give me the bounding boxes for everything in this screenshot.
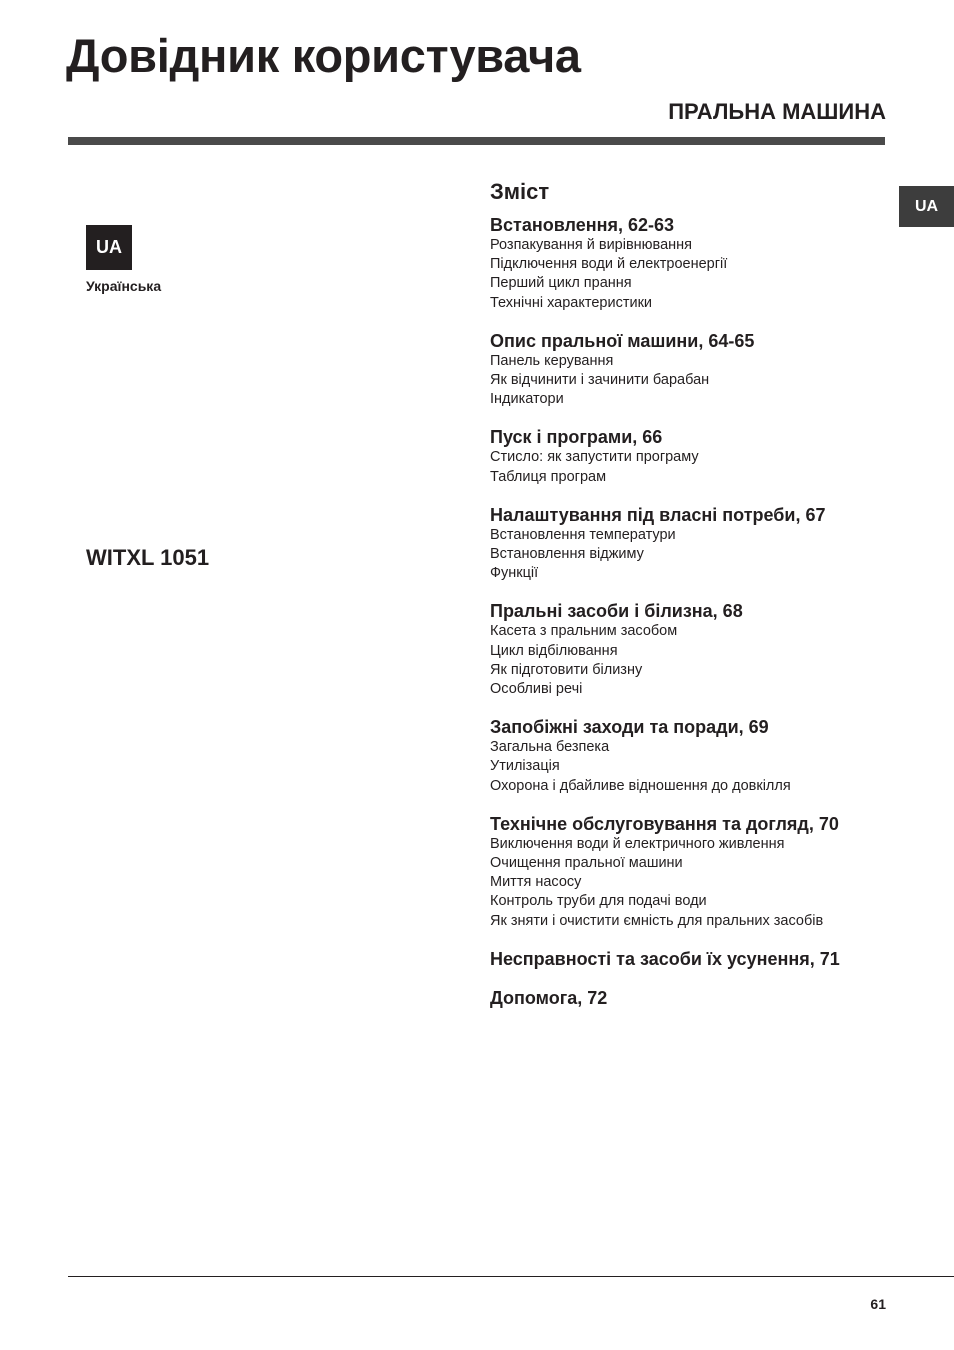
toc-item-list — [490, 352, 890, 410]
toc-item: Як відчинити і зачинити барабан — [490, 372, 710, 389]
toc-section-title: Опис пральної машини, 64-65 — [490, 330, 755, 351]
toc-item: Встановлення температури — [490, 526, 676, 543]
toc-section-title: Запобіжні заходи та поради, 69 — [490, 717, 769, 738]
toc-section — [490, 214, 890, 313]
toc-section — [490, 813, 890, 931]
toc-item-list — [490, 622, 890, 699]
header-divider — [68, 137, 885, 145]
toc-item: Функції — [490, 565, 539, 582]
language-name: Українська — [86, 278, 162, 294]
toc-sections — [490, 214, 890, 1009]
document-subtitle: ПРАЛЬНА МАШИНА — [668, 99, 886, 124]
toc-item-list — [490, 738, 890, 796]
language-badge: UA — [86, 225, 132, 270]
toc-section-title: Пральні засоби і білизна, 68 — [490, 601, 743, 622]
toc-section — [490, 330, 890, 410]
toc-item: Загальна безпека — [490, 739, 610, 756]
toc-item: Технічні характеристики — [490, 294, 653, 311]
toc-item: Таблиця програм — [490, 468, 607, 485]
page-title: Довідник користувача — [66, 29, 581, 82]
toc-item: Виключення води й електричного живлення — [490, 835, 785, 852]
toc-item: Очищення пральної машини — [490, 855, 683, 872]
toc-item: Як підготовити білизну — [490, 661, 643, 678]
toc-section — [490, 716, 890, 796]
table-of-contents — [490, 178, 890, 1026]
toc-item-list — [490, 835, 890, 931]
toc-item: Цикл відбілювання — [490, 642, 618, 659]
toc-section-title: Пуск і програми, 66 — [490, 427, 663, 448]
toc-item: Охорона і дбайливе відношення до довкілля — [490, 777, 791, 794]
toc-section — [490, 948, 890, 970]
toc-item: Індикатори — [490, 391, 564, 408]
toc-item: Миття насосу — [490, 874, 582, 891]
language-side-tab: UA — [899, 186, 954, 227]
toc-section-title: Налаштування під власні потреби, 67 — [490, 504, 826, 525]
toc-section — [490, 426, 890, 486]
toc-item: Встановлення віджиму — [490, 546, 644, 563]
toc-item-list — [490, 448, 890, 486]
toc-heading: Зміст — [490, 179, 550, 204]
toc-section-title: Несправності та засоби їх усунення, 71 — [490, 948, 840, 969]
toc-item: Стисло: як запустити програму — [490, 449, 699, 466]
toc-item: Утилізація — [490, 758, 560, 775]
toc-item: Панель керування — [490, 352, 614, 369]
toc-section — [490, 600, 890, 699]
toc-item-list — [490, 526, 890, 584]
toc-item: Касета з пральним засобом — [490, 623, 678, 640]
toc-section — [490, 504, 890, 584]
toc-item: Особливі речі — [490, 681, 583, 698]
toc-section-title: Технічне обслуговування та догляд, 70 — [490, 813, 839, 834]
toc-item: Як зняти і очистити ємність для пральних засобів — [490, 912, 824, 929]
toc-section — [490, 987, 890, 1009]
toc-item: Розпакування й вирівнювання — [490, 237, 693, 253]
toc-item-list — [490, 236, 890, 313]
toc-item: Підключення води й електроенергії — [490, 256, 728, 273]
toc-item: Контроль труби для подачі води — [490, 893, 707, 910]
toc-section-title: Допомога, 72 — [490, 987, 608, 1008]
model-name: WITXL 1051 — [86, 545, 210, 570]
footer-divider — [68, 1276, 954, 1277]
page-number: 61 — [870, 1296, 886, 1312]
toc-item: Перший цикл прання — [490, 275, 632, 292]
toc-section-title: Встановлення, 62-63 — [490, 215, 675, 235]
